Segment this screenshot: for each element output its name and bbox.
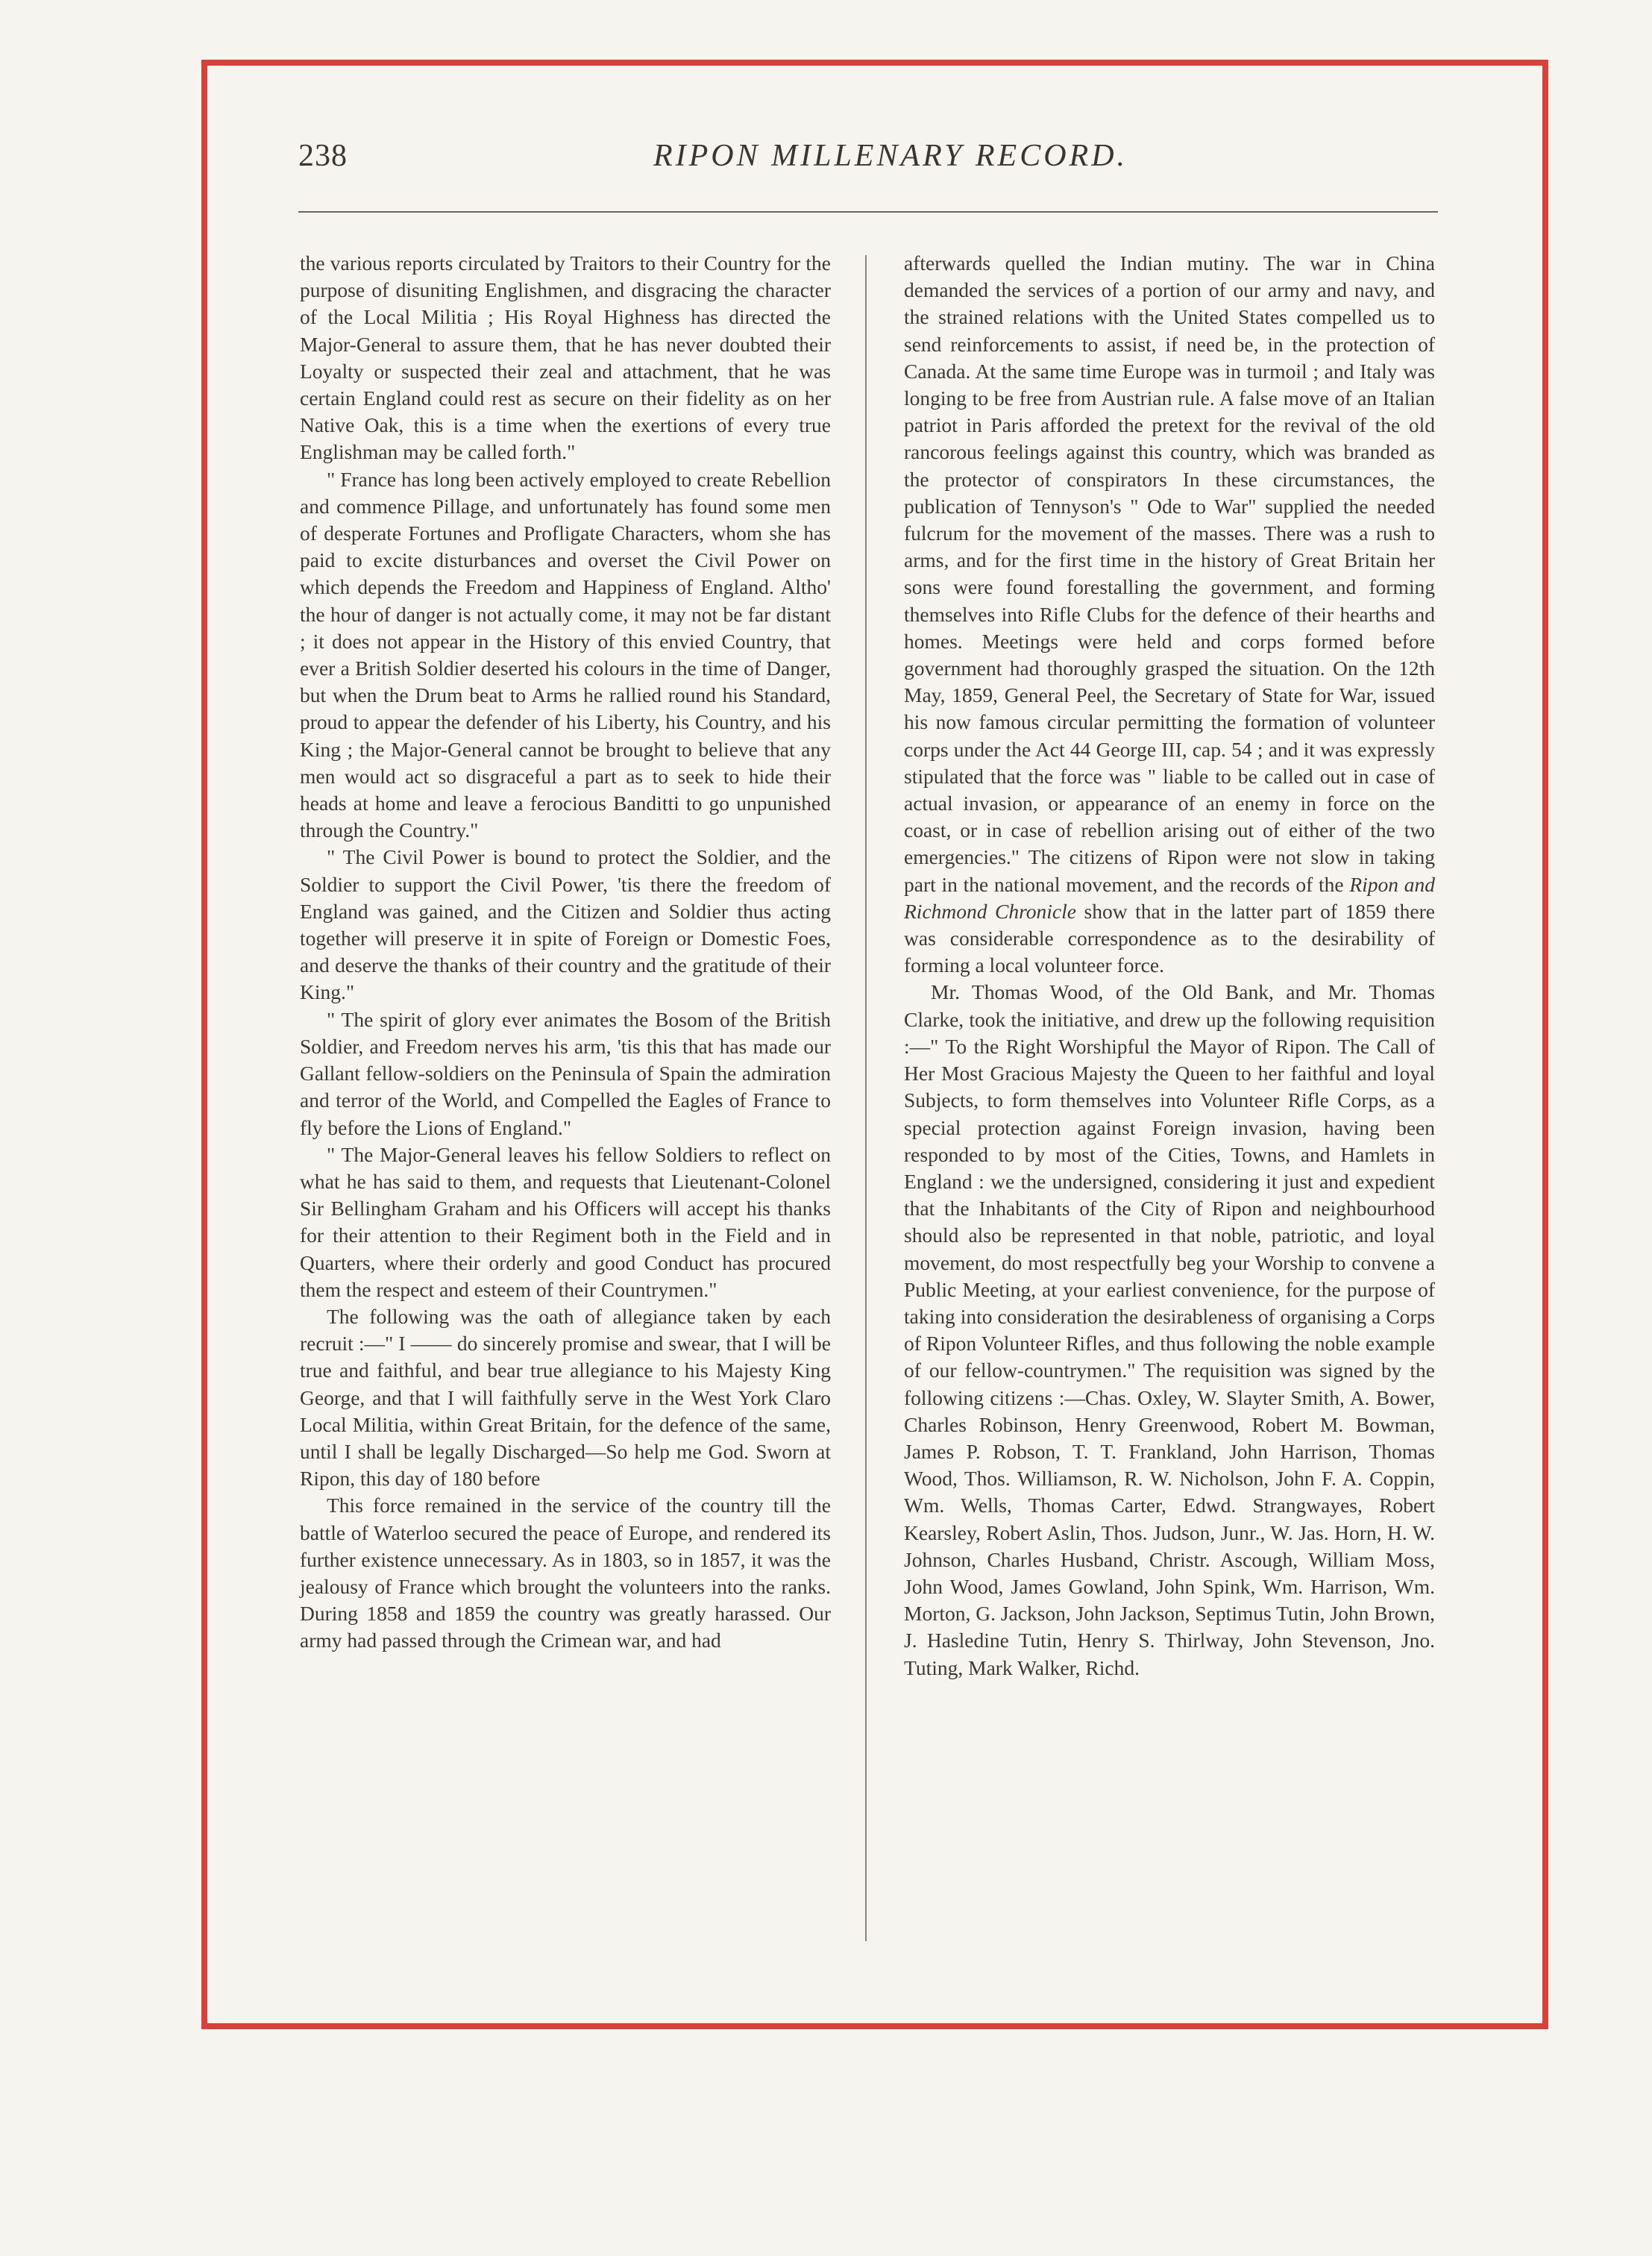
paragraph-text: afterwards quelled the Indian mutiny. The war in China demanded the services of a portion of our army and navy, and the strained relations with the United States compelled us to send reinforcements to assist, if need be, in the protection of Canada. At the same time Europe was in turmoil ; and Italy was longing to be free from Austrian rule. A false move of an Italian patriot in Paris afforded the pretext for the revival of the old rancorous feelings against this country, which was branded as the protector of conspirators In these circumstances, the publication of Tennyson's " Ode to War" supplied the needed fulcrum for the movement of the masses. There was a rush to arms, and for the first time in the history of Great Britain her sons were found forestalling the government, and forming themselves into Rifle Clubs for the defence of their hearths and homes. Meetings were held and corps formed before government had thoroughly grasped the situation. On the 12th May, 1859, General Peel, the Secretary of State for War, issued his now famous circular permitting the formation of volunteer corps under the Act 44 George III, cap. 54 ; and it was expressly stipulated that the force was " liable to be called out in case of actual invasion, or appearance of an enemy in force on the coast, or in case of rebellion arising out of either of the two emergencies." The citizens of Ripon were not slow in taking part in the national movement, and the records of the	[904, 251, 1435, 896]
header-rule	[298, 211, 1438, 213]
paragraph: This force remained in the service of the country till the battle of Waterloo secured the peace of Europe, and rendered its further existence unnecessary. As in 1803, so in 1857, it was the jealousy of France which brought the volunteers into the ranks. During 1858 and 1859 the country was greatly harassed. Our army had passed through the Crimean war, and had	[300, 1494, 831, 1652]
paragraph	[904, 250, 1435, 979]
paragraph: " The Major-General leaves his fellow Soldiers to reflect on what he has said to them, and requests that Lieutenant-Colonel Sir Bellingham Graham and his Officers will accept his thanks for their attention to their Regiment both in the Field and in Quarters, where their orderly and good Conduct has procured them the respect and esteem of their Countrymen."	[300, 1142, 831, 1301]
paragraph: The following was the oath of allegiance taken by each recruit :—" I —— do sincerely promise and swear, that I will be true and faithful, and bear true allegiance to his Majesty King George, and that I will faithfully serve in the West York Claro Local Militia, within Great Britain, for the defence of the same, until I shall be legally Discharged—So help me God. Sworn at Ripon, this day of 180 before	[300, 1304, 831, 1491]
paragraph: the various reports circulated by Traitors to their Country for the purpose of disuniting Englishmen, and disgracing the character of the Local Militia ; His Royal Highness has directed the Major-General to assure them, that he has never doubted their Loyalty or suspected their zeal and attachment, that he was certain England could rest as secure on their fidelity as on her Native Oak, this is a time when the exertions of every true Englishman may be called forth."	[300, 251, 831, 464]
paragraph: Mr. Thomas Wood, of the Old Bank, and Mr. Thomas Clarke, took the initiative, and drew up the following requisition :—" To the Right Worshipful the Mayor of Ripon. The Call of Her Most Gracious Majesty the Queen to her faithful and loyal Subjects, to form themselves into Volunteer Rifle Corps, as a special protection against Foreign invasion, having been responded to by most of the Cities, Towns, and Hamlets in England : we the undersigned, considering it just and expedient that the Inhabitants of the City of Ripon and neighbourhood should also be represented in that noble, patriotic, and loyal movement, do most respectfully beg your Worship to convene a Public Meeting, at your earliest convenience, for the purpose of taking into consideration the desirableness of organising a Corps of Ripon Volunteer Rifles, and thus following the noble example of our fellow-countrymen." The requisition was signed by the following citizens :—Chas. Oxley, W. Slayter Smith, A. Bower, Charles Robinson, Henry Greenwood, Robert M. Bowman, James P. Robson, T. T. Frankland, John Harrison, Thomas Wood, Thos. Williamson, R. W. Nicholson, John F. A. Coppin, Wm. Wells, Thomas Carter, Edwd. Strangwayes, Robert Kearsley, Robert Aslin, Thos. Judson, Junr., W. Jas. Horn, H. W. Johnson, Charles Husband, Christr. Ascough, William Moss, John Wood, James Gowland, John Spink, Wm. Harrison, Wm. Morton, G. Jackson, John Jackson, Septimus Tutin, John Brown, J. Hasledine Tutin, Henry S. Thirlway, John Stevenson, Jno. Tuting, Mark Walker, Richd.	[904, 980, 1435, 1679]
column-divider	[865, 255, 867, 1941]
paragraph: " The Civil Power is bound to protect the Soldier, and the Soldier to support the Civil Power, 'tis there the freedom of England was gained, and the Citizen and Soldier thus acting together will preserve it in spite of Foreign or Domestic Foes, and deserve the thanks of their country and the gratitude of their King."	[300, 845, 831, 1004]
right-column	[904, 250, 1435, 1682]
paragraph: " The spirit of glory ever animates the Bosom of the British Soldier, and Freedom nerves his arm, 'tis this that has made our Gallant fellow-soldiers on the Peninsula of Spain the admiration and terror of the World, and Compelled the Eagles of France to fly before the Lions of England."	[300, 1007, 831, 1139]
left-column	[300, 250, 831, 1655]
paragraph: " France has long been actively employed to create Rebellion and commence Pillage, and unfortunately has found some men of desperate Fortunes and Profligate Characters, whom she has paid to excite disturbances and overset the Civil Power on which depends the Freedom and Happiness of England. Altho' the hour of danger is not actually come, it may not be far distant ; it does not appear in the History of this envied Country, that ever a British Soldier deserted his colours in the time of Danger, but when the Drum beat to Arms he rallied round his Standard, proud to appear the defender of his Liberty, his Country, and his King ; the Major-General cannot be brought to believe that any men would act so disgraceful a part as to seek to hide their heads at home and leave a ferocious Banditti to go unpunished through the Country."	[300, 467, 831, 842]
page-title: RIPON MILLENARY RECORD.	[653, 139, 1128, 173]
page-number: 238	[298, 139, 348, 173]
newspaper-title: Ripon and Richmond Chronicle	[904, 872, 1435, 923]
paragraph-text: show that in the latter part of 1859 there was considerable correspondence as to the desirability of forming a local volunteer force.	[904, 899, 1435, 977]
running-head	[298, 138, 1438, 183]
